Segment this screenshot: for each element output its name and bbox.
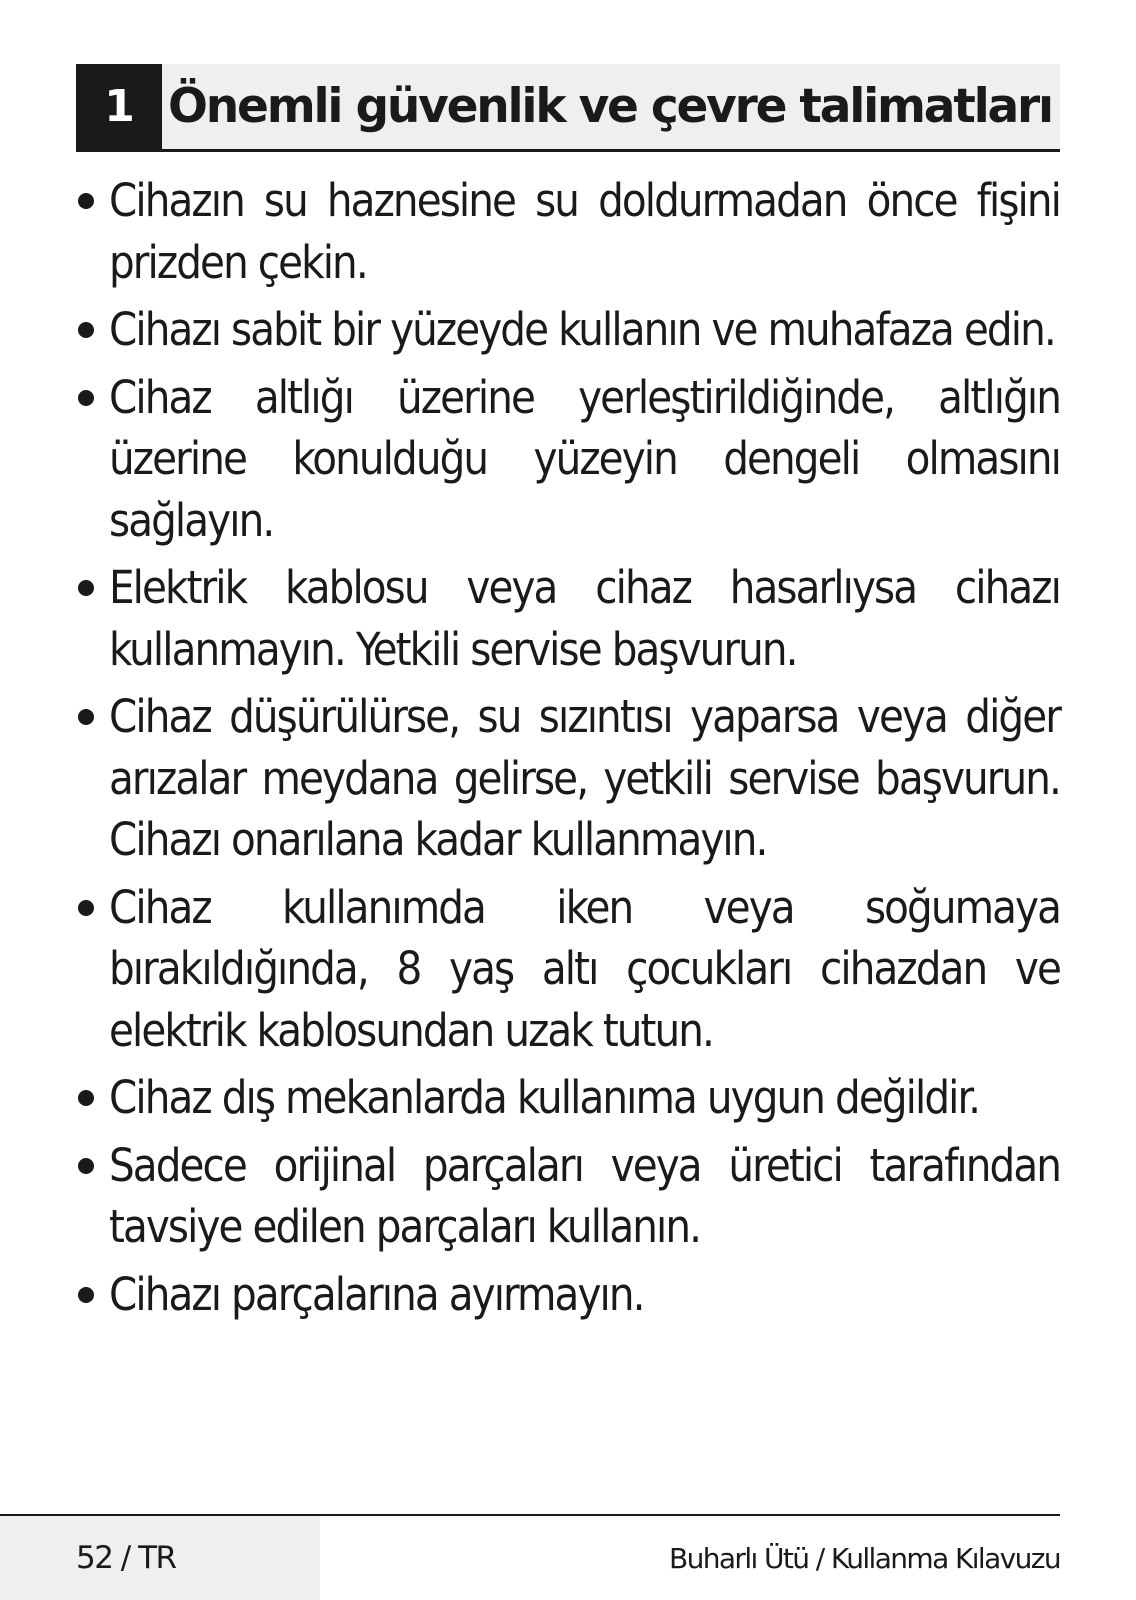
bullet-icon xyxy=(78,1158,94,1174)
bullet-icon xyxy=(78,193,94,209)
bullet-icon xyxy=(78,1090,94,1106)
list-item xyxy=(76,299,1060,361)
list-item-text: Cihaz dış mekanlarda kullanıma uygun değildir. xyxy=(109,1071,980,1124)
bullet-icon xyxy=(78,1287,94,1303)
bullet-icon xyxy=(78,900,94,916)
bullet-icon xyxy=(78,322,94,338)
list-item-text: Cihaz kullanımda iken veya soğumaya bırakıldığında, 8 yaş altı çocukları cihazdan ve elektrik kablosundan uzak tutun. xyxy=(109,880,1060,1057)
list-item-text: Cihazı parçalarına ayırmayın. xyxy=(109,1267,644,1321)
list-item xyxy=(76,686,1060,871)
list-item-text: Cihaz altlığı üzerine yerleştirildiğinde, altlığın üzerine konulduğu yüzeyin dengeli olmasını sağlayın. xyxy=(109,370,1060,547)
section-title: Önemli güvenlik ve çevre talimatları xyxy=(162,64,1060,149)
section-header xyxy=(76,64,1060,152)
list-item xyxy=(76,1067,1060,1129)
list-item-text: Cihazı sabit bir yüzeyde kullanın ve muhafaza edin. xyxy=(109,303,1055,356)
list-item xyxy=(76,367,1060,552)
bullet-icon xyxy=(78,580,94,596)
safety-instructions-list xyxy=(76,170,1060,1331)
list-item-text: Cihazın su haznesine su doldurmadan önce fişini prizden çekin. xyxy=(109,174,1060,289)
bullet-icon xyxy=(78,390,94,406)
list-item xyxy=(76,557,1060,680)
page-number: 52 / TR xyxy=(76,1540,176,1576)
list-item-text: Elektrik kablosu veya cihaz hasarlıysa cihazı kullanmayın. Yetkili servise başvurun. xyxy=(109,561,1060,676)
list-item xyxy=(76,877,1060,1062)
list-item xyxy=(76,170,1060,293)
list-item-text: Sadece orijinal parçaları veya üretici tarafından tavsiye edilen parçaları kullanın. xyxy=(109,1138,1060,1253)
list-item xyxy=(76,1264,1060,1326)
bullet-icon xyxy=(78,709,94,725)
document-title: Buharlı Ütü / Kullanma Kılavuzu xyxy=(668,1542,1060,1575)
section-number: 1 xyxy=(76,64,162,149)
list-item-text: Cihaz düşürülürse, su sızıntısı yaparsa veya diğer arızalar meydana gelirse, yetkili servise başvurun. Cihazı onarılana kadar kullanmayın. xyxy=(109,690,1060,866)
list-item xyxy=(76,1135,1060,1258)
